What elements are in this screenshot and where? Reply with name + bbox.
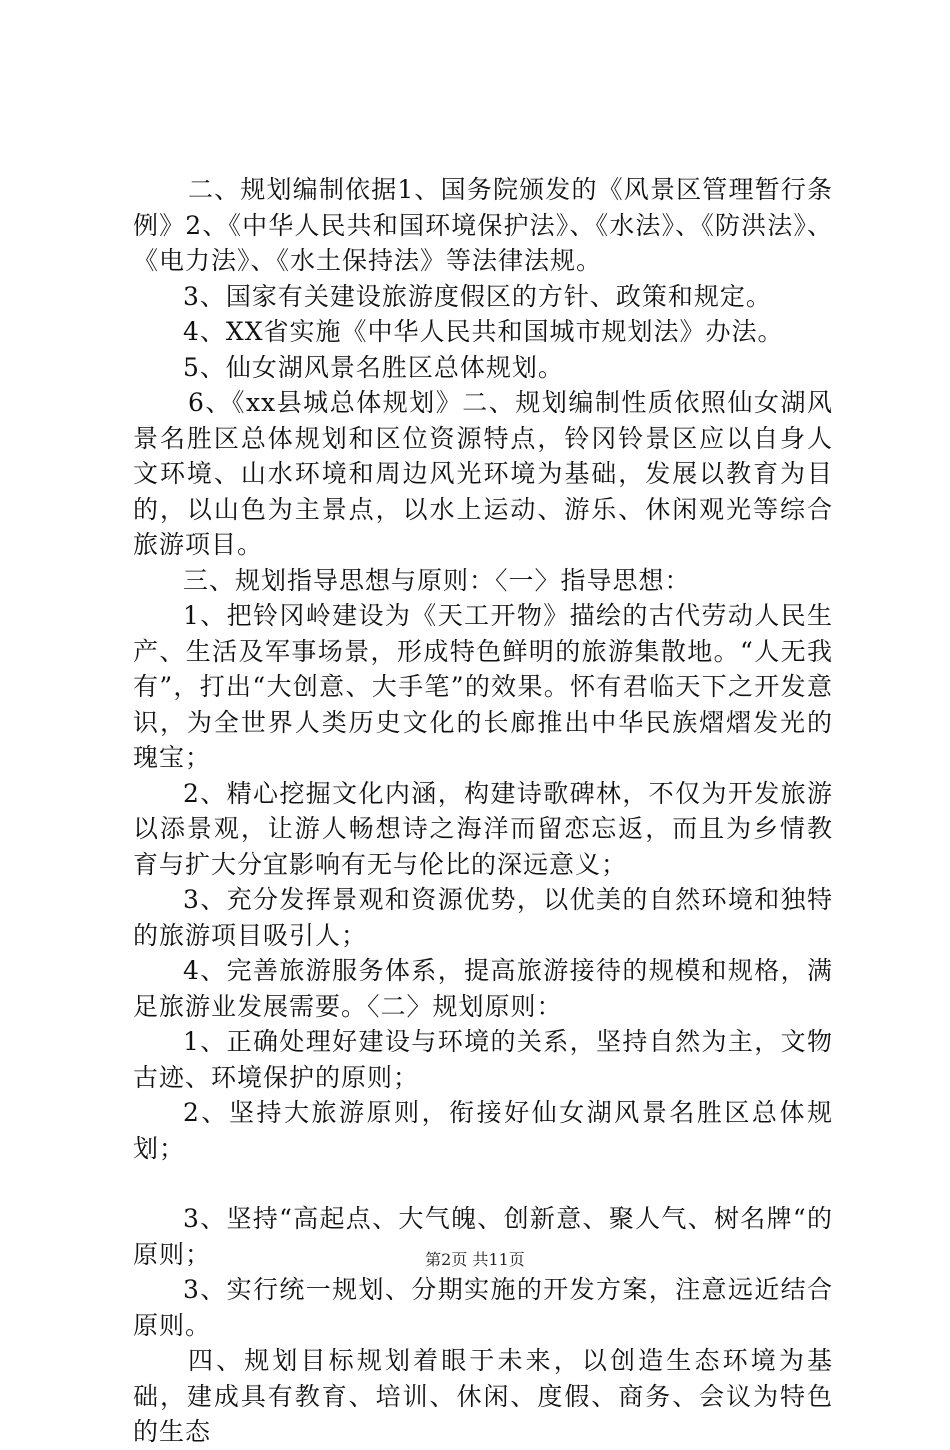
paragraph: 二、规划编制依据1、国务院颁发的《风景区管理暂行条例》2、《中华人民共和国环境保护法》、《水法》、《防洪法》、《电力法》、《水土保持法》等法律法规。 xyxy=(133,175,833,275)
paragraph: 4、完善旅游服务体系，提高旅游接待的规模和规格，满足旅游业发展需要。〈二〉规划原则： xyxy=(133,956,833,1021)
blank-line xyxy=(133,1166,833,1201)
paragraph: 3、坚持“高起点、大气魄、创新意、聚人气、树名牌“的原则； xyxy=(133,1204,833,1269)
paragraph: 1、正确处理好建设与环境的关系，坚持自然为主，文物古迹、环境保护的原则； xyxy=(133,1027,833,1092)
paragraph: 4、XX省实施《中华人民共和国城市规划法》办法。 xyxy=(183,317,784,346)
paragraph: 2、精心挖掘文化内涵，构建诗歌碑林，不仅为开发旅游以添景观，让游人畅想诗之海洋而留恋忘返，而且为乡情教育与扩大分宜影响有无与伦比的深远意义； xyxy=(133,778,833,879)
paragraph: 5、仙女湖风景名胜区总体规划。 xyxy=(183,352,564,382)
paragraph: 四、规划目标规划着眼于未来，以创造生态环境为基础，建成具有教育、培训、休闲、度假、商务、会议为特色的生态 xyxy=(133,1346,833,1446)
paragraph: 3、充分发挥景观和资源优势，以优美的自然环境和独特的旅游项目吸引人； xyxy=(133,885,833,950)
paragraph: 三、规划指导思想与原则：〈一〉指导思想： xyxy=(183,565,691,595)
page-number-footer: 第2页 共11页 xyxy=(425,1250,525,1269)
paragraph: 2、坚持大旅游原则，衔接好仙女湖风景名胜区总体规划； xyxy=(133,1098,833,1163)
paragraph: 6、《xx县城总体规划》二、规划编制性质依照仙女湖风景名胜区总体规划和区位资源特点，铃冈铃景区应以自身人文环境、山水环境和周边风光环境为基础，发展以教育为目的，以山色为主景点，以水上运动、游乐、休闲观光等综合旅游项目。 xyxy=(133,388,833,559)
paragraph: 3、国家有关建设旅游度假区的方针、政策和规定。 xyxy=(183,281,772,311)
paragraph: 1、把铃冈岭建设为《天工开物》描绘的古代劳动人民生产、生活及军事场景，形成特色鲜明的旅游集散地。“人无我有”，打出“大创意、大手笔”的效果。怀有君临天下之开发意识，为全世界人类历史文化的长廊推出中华民族熠熠发光的瑰宝； xyxy=(133,601,833,772)
paragraph: 3、实行统一规划、分期实施的开发方案，注意远近结合原则。 xyxy=(133,1275,833,1340)
